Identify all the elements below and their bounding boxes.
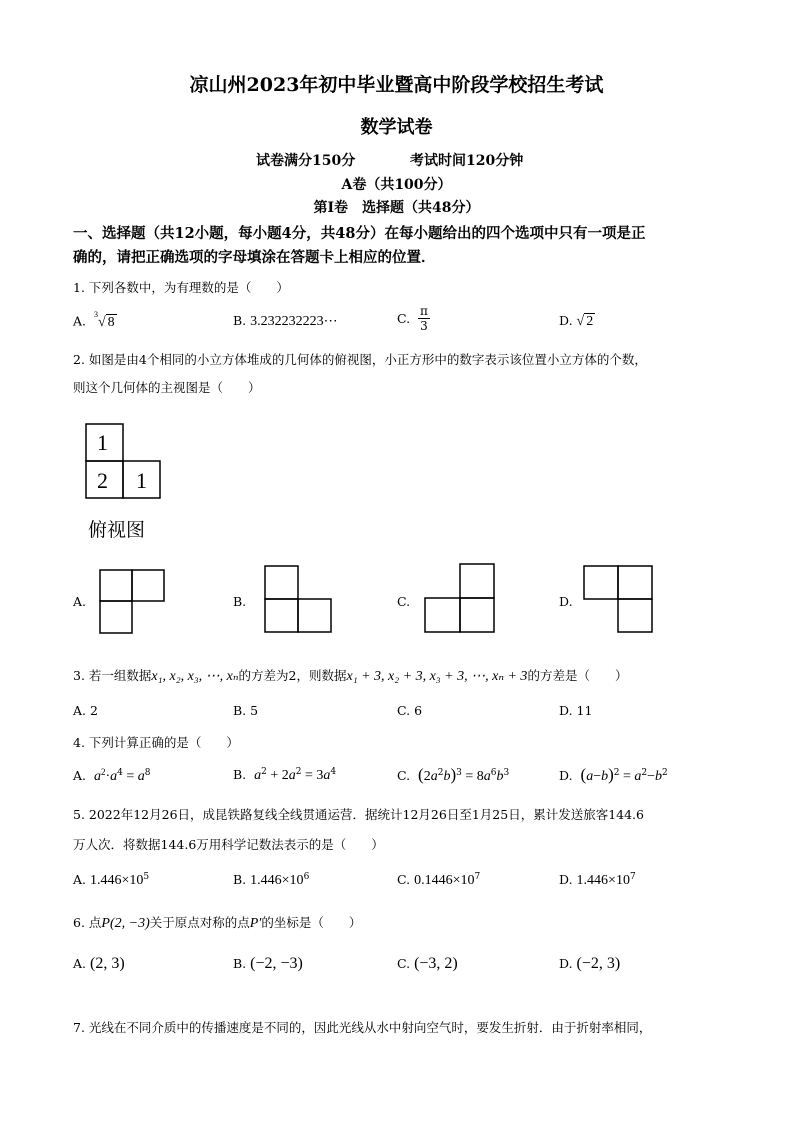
q4-option-d: D. $(a-b)^2 = a^2-b^2$ <box>559 765 668 784</box>
q4-option-c: C. $(2a^2b)^3 = 8a^6b^3$ <box>397 765 510 784</box>
q6-option-d: D. (−2, 3) <box>559 955 621 972</box>
q6-stem: 6. 点P(2, −3)关于原点对称的点P′的坐标是（ ） <box>73 915 362 931</box>
time-info: 考试时间120分钟 <box>410 153 524 169</box>
q2-stem-line2: 则这个几何体的主视图是（ ） <box>73 380 261 395</box>
q1-option-a: A. $^3$√ 8 <box>73 310 115 330</box>
q5-option-d: D. $1.446\times 10^7$ <box>559 872 636 889</box>
q3-option-d: D. 11 <box>559 703 593 718</box>
q4-stem: 4. 下列计算正确的是（ ） <box>73 735 239 750</box>
q1-stem: 1. 下列各数中，为有理数的是（ ） <box>73 280 289 295</box>
q5-option-b: B. $1.446\times 10^6$ <box>233 872 310 889</box>
q2-option-b-label: B. <box>233 594 247 609</box>
q4-option-a: A. $a^2\cdot a^4 = a^8$ <box>73 767 151 785</box>
q5-stem-line1: 5. 2022年12月26日，成昆铁路复线全线贯通运营．据统计12月26日至1月25日，累计发送旅客144.6 <box>73 807 644 822</box>
volume-heading: 第Ⅰ卷 选择题（共48分） <box>313 200 480 216</box>
q2-option-c-label: C. <box>397 594 411 609</box>
grid-number-bottom-right: 1 <box>136 468 147 493</box>
q3-stem: 3. 若一组数据x₁, x₂, x₃, ⋯, xₙ的方差为2，则数据x₁ + 3, x₂ + 3, x₃ + 3, ⋯, xₙ + 3的方差是（ ） <box>73 668 628 684</box>
q5-option-a: A. $1.446\times 10^5$ <box>73 872 150 889</box>
q2-option-d-figure <box>584 566 656 636</box>
q7-stem-line1: 7. 光线在不同介质中的传播速度是不同的，因此光线从水中射向空气时，要发生折射．由于折射率相同， <box>73 1020 652 1035</box>
exam-title: 凉山州2023年初中毕业暨高中阶段学校招生考试 <box>189 74 604 96</box>
q3-option-c: C. 6 <box>397 703 423 718</box>
q6-option-c: C. (−3, 2) <box>397 955 458 972</box>
q2-option-c-figure <box>425 564 497 636</box>
grid-number-bottom-left: 2 <box>97 468 108 493</box>
q5-option-c: C. $0.1446\times 10^7$ <box>397 872 481 889</box>
q1-option-c: C. $\frac{\pi}{3}$ <box>397 304 428 333</box>
top-view-caption: 俯视图 <box>88 519 146 541</box>
q2-option-d-label: D. <box>559 594 573 609</box>
q2-option-a-label: A. <box>73 594 87 609</box>
q3-option-b: B. 5 <box>233 703 259 718</box>
part-a-heading: A卷（共100分） <box>341 177 452 193</box>
score-info: 试卷满分150分 <box>256 153 356 169</box>
q2-option-b-figure <box>265 566 335 636</box>
q2-stem-line1: 2. 如图是由4个相同的小立方体堆成的几何体的俯视图，小正方形中的数字表示该位置小立方体的个数， <box>73 352 647 367</box>
q1-option-d: D. √ 2 <box>559 313 594 329</box>
q4-option-b: B. $a^2 + 2a^2 = 3a^4$ <box>233 767 337 784</box>
section-instructions-line2: 确的，请把正确选项的字母填涂在答题卡上相应的位置． <box>73 249 436 266</box>
grid-number-top: 1 <box>97 430 108 455</box>
q1-option-b: B. 3.232232223⋯ <box>233 313 338 329</box>
section-instructions-line1: 一、选择题（共12小题，每小题4分，共48分）在每小题给出的四个选项中只有一项是正 <box>73 225 646 242</box>
q6-option-a: A. (2, 3) <box>73 955 125 972</box>
subject-title: 数学试卷 <box>360 117 433 138</box>
q6-option-b: B. (−2, −3) <box>233 955 303 972</box>
q2-option-a-figure <box>100 570 166 636</box>
q3-option-a: A. 2 <box>73 703 98 718</box>
q5-stem-line2: 万人次．将数据144.6万用科学记数法表示的是（ ） <box>73 837 384 852</box>
